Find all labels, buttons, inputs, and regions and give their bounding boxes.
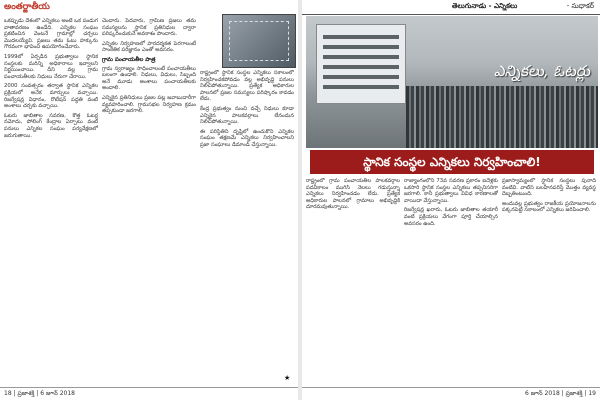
left-column-3	[200, 70, 294, 380]
paragraph: ఒకప్పుడు దేశంలో ఎన్నికలు అంటే ఒక పండుగ వాతావరణం ఉండేది. ఎన్నికల సంఘం ప్రకటించిన వెంటనే గ్రామాల్లో చర్చలు మొదలయ్యేవి. ప్రజలు తమ ఓటు హక్కును గౌరవంగా భావించి ఉపయోగించేవారు.	[4, 18, 98, 51]
paragraph: ఎన్నికల నిర్వహణలో పారదర్శకత పెరగాలంటే సాంకేతిక పరిజ్ఞానం ఎంతో అవసరం.	[102, 40, 196, 54]
left-footer	[0, 387, 298, 400]
paragraph: కేంద్ర ప్రభుత్వం నుంచి వచ్చే నిధులు కూడా ఎన్నికైన పాలకవర్గాలు లేనందున నిలిచిపోతున్నాయి.	[200, 105, 294, 126]
right-footer	[302, 387, 600, 400]
evm-row	[323, 55, 399, 59]
right-column-2	[404, 178, 498, 384]
right-column-3	[502, 178, 596, 384]
right-column-1	[306, 178, 400, 384]
evm-row	[323, 45, 399, 49]
masthead	[302, 0, 600, 15]
right-page	[302, 0, 600, 400]
evm-row	[323, 75, 399, 79]
evm-row	[323, 35, 399, 39]
evm-row	[323, 65, 399, 69]
left-column-2	[102, 18, 196, 380]
stamp-grid	[229, 21, 289, 61]
subheading: గ్రామ పంచాయతీల పాత్ర	[102, 56, 156, 63]
paragraph: ఎన్నికైన ప్రతినిధులు ప్రజల పట్ల జవాబుదారీగా వ్యవహరించాలి. గ్రామసభల నిర్వహణ క్రమం తప్పకుండా జరగాలి.	[102, 94, 196, 115]
lead-paragraph: రాష్ట్రంలో గ్రామ పంచాయతీల పాలకవర్గాల పదవీకాలం ముగిసి నెలలు గడుస్తున్నా ఎన్నికలు నిర్వహించడం లేదు. ప్రత్యేక అధికారుల పాలనలో గ్రామాలు అభివృద్ధికి దూరమవుతున్నాయి.	[306, 178, 400, 211]
paragraph: ఓటరు జాబితాల సవరణ, కొత్త ఓటర్ల నమోదు, పోలింగ్ కేంద్రాల ఏర్పాటు వంటి పనులు ఎన్నికల సంఘం పర్యవేక్షణలో జరుగుతాయి.	[4, 112, 98, 139]
paragraph: రిజర్వేషన్ల ఖరారు, ఓటరు జాబితాల తయారీ వంటి ప్రక్రియలు వేగంగా పూర్తి చేయాల్సిన అవసరం ఉంది.	[404, 207, 498, 227]
paragraph: రాజ్యాంగంలోని 73వ సవరణ ప్రకారం ఐదేళ్లకు ఒకసారి స్థానిక సంస్థల ఎన్నికలు తప్పనిసరిగా జరగాలి. కానీ ప్రభుత్వాలు వివిధ కారణాలతో వాయిదా వేస్తున్నాయి.	[404, 178, 498, 204]
author-byline: - సుధాకర్	[566, 2, 594, 10]
right-folio: 6 జూన్ 2018 | ప్రజాశక్తి | 19	[524, 390, 596, 397]
banner-photo	[306, 16, 598, 148]
paragraph: ఈ పరిస్థితిని దృష్టిలో ఉంచుకొని ఎన్నికల సంఘం తక్షణమే ఎన్నికలు నిర్వహించాలని ప్రజా సంఘాలు డిమాండ్ చేస్తున్నాయి.	[200, 128, 294, 148]
left-page	[0, 0, 298, 400]
paragraph: 2000 సంవత్సరం తర్వాత స్థానిక ఎన్నికల ప్రక్రియలో అనేక మార్పులు వచ్చాయి. రిజర్వేషన్ల విధానం, రొటేషన్ పద్ధతి వంటి అంశాలు చర్చకు వచ్చాయి.	[4, 83, 98, 110]
paragraph: ప్రజాస్వామ్యంలో స్థానిక సంస్థలు పునాది వంటివి. వాటిని బలహీనపరిస్తే మొత్తం వ్యవస్థ దెబ్బతింటుంది.	[502, 178, 596, 198]
evm-row	[323, 85, 399, 89]
ballot-stamp-photo	[222, 14, 296, 68]
left-folio: 18 | ప్రజాశక్తి | 6 జూన్ 2018	[4, 390, 76, 397]
paragraph: 1999లో ఏర్పడిన ప్రభుత్వాలు స్థానిక సంస్థలకు మరిన్ని అధికారాలు ఇవ్వాలని నిర్ణయించాయి. దీని వల్ల గ్రామ పంచాయతీలకు నిధులు నేరుగా చేరాయి.	[4, 53, 98, 80]
section-title: అంతర్జాతీయ	[4, 2, 50, 12]
paragraph: అందువల్ల ప్రభుత్వం రాజకీయ ప్రయోజనాలను పక్కనపెట్టి సకాలంలో ఎన్నికలు జరిపించాలి.	[502, 200, 596, 214]
masthead-title: తెలుగునాడు - ఎన్నికలు	[452, 2, 518, 10]
voter-queue-photo	[406, 86, 598, 148]
banner-caption: ఎన్నికలు, ఓటర్లు	[493, 62, 590, 80]
evm-photo	[316, 24, 406, 104]
paragraph: చెందారు. పేదవారు, గ్రామీణ ప్రజలు తమ సమస్యలను స్థానిక ప్రతినిధుల ద్వారా పరిష్కరించుకునే అవకాశం పొందారు.	[102, 18, 196, 38]
star-icon: ★	[284, 374, 291, 382]
headline: స్థానిక సంస్థల ఎన్నికలు నిర్వహించాలి!	[310, 150, 594, 174]
left-column-1	[4, 18, 98, 380]
paragraph: రాష్ట్రంలో స్థానిక సంస్థల ఎన్నికలు సకాలంలో నిర్వహించకపోవడం వల్ల అభివృద్ధి పనులు నిలిచిపోతున్నాయి. ప్రత్యేక అధికారుల పాలనలో ప్రజల సమస్యలు పరిష్కారం కావడం లేదు.	[200, 70, 294, 103]
paragraph: గ్రామ స్వరాజ్యం సాధించాలంటే పంచాయతీలు బలంగా ఉండాలి. నిధులు, విధులు, సిబ్బంది అనే మూడు అంశాలు పంచాయతీలకు అందాలి.	[102, 65, 196, 92]
